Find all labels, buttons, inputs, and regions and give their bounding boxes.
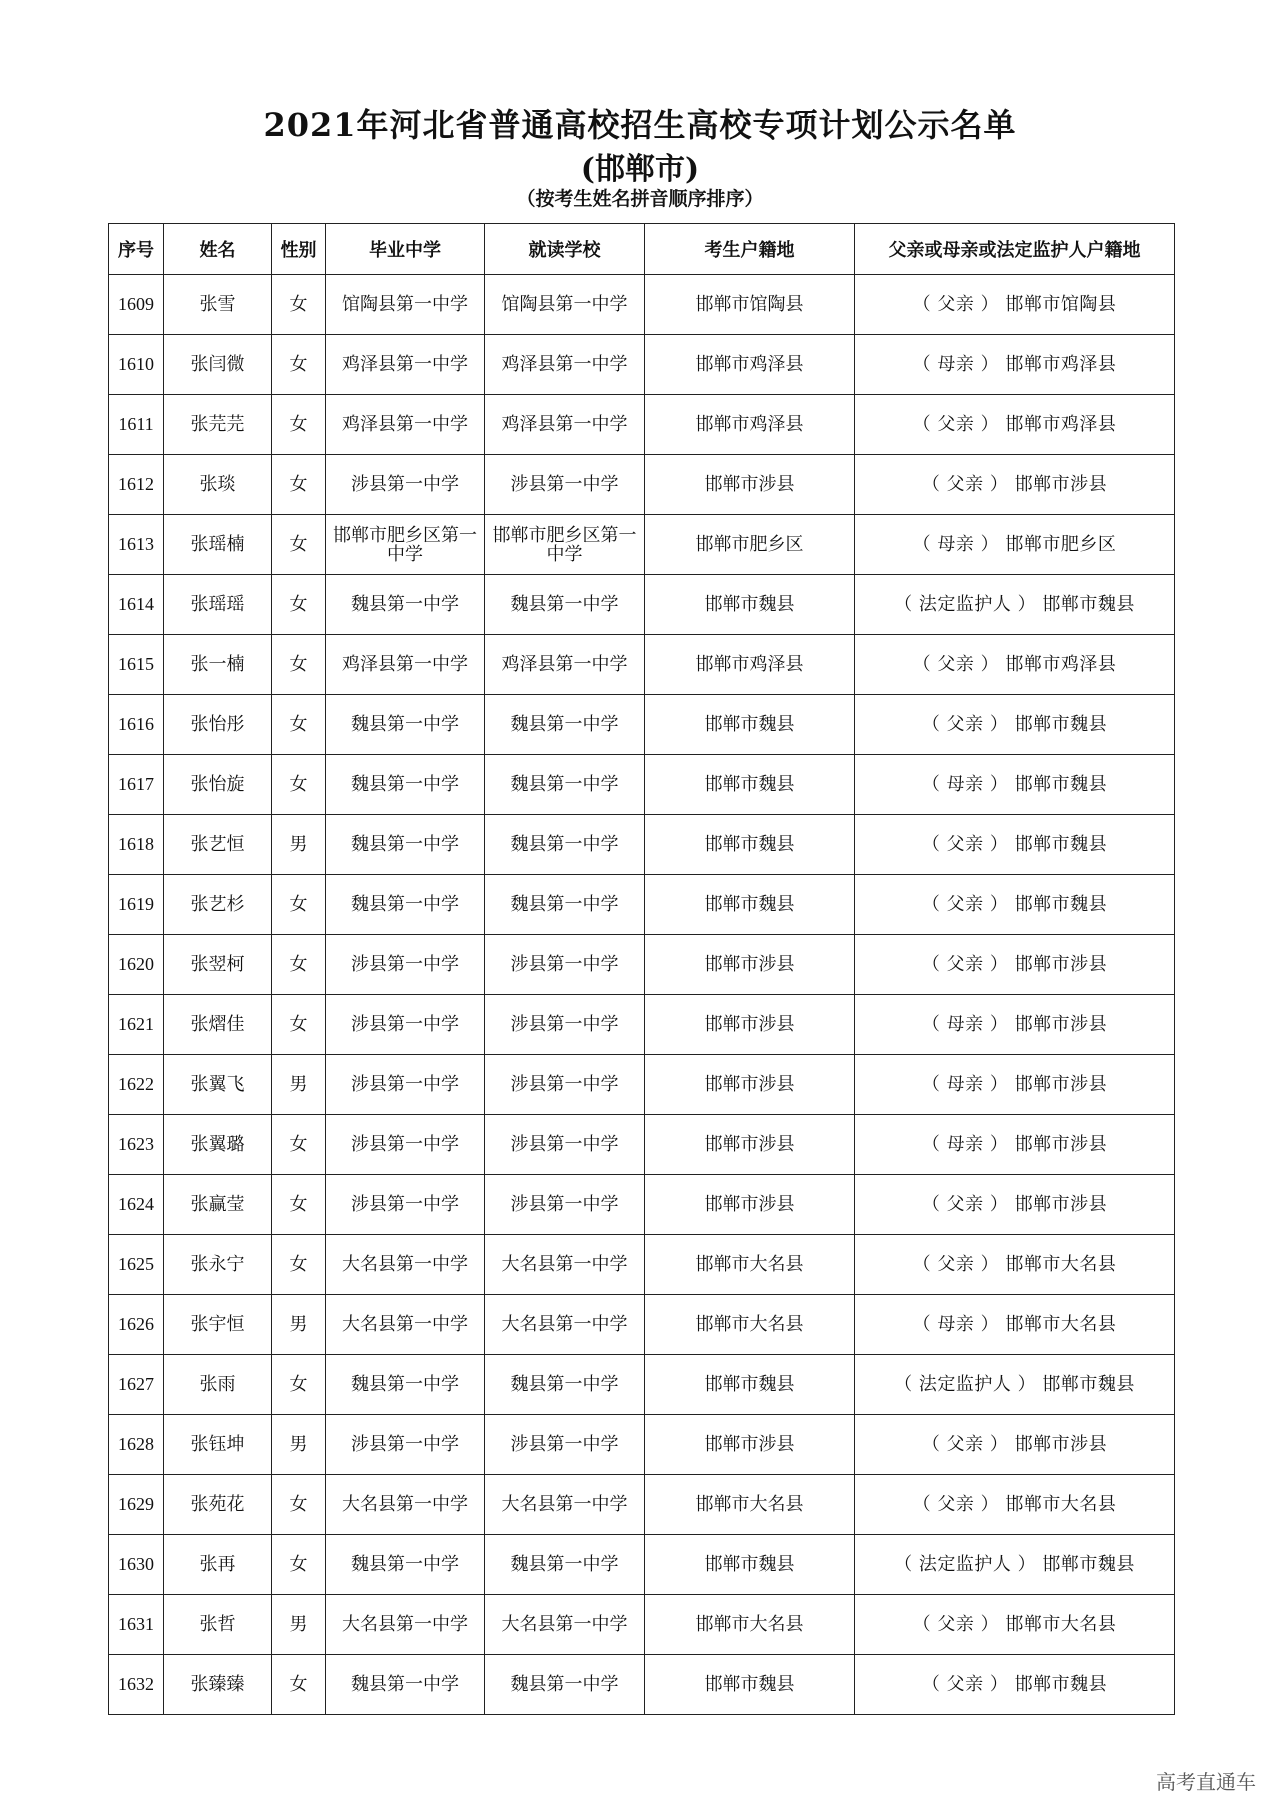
cell-seq: 1619 [109,875,164,935]
watermark: 高考直通车 [1156,1770,1256,1794]
cell-name: 张芫芫 [164,395,272,455]
table-row [109,755,1175,815]
cell-graduation-school: 涉县第一中学 [326,455,485,515]
cell-seq: 1614 [109,575,164,635]
cell-current-school: 大名县第一中学 [485,1295,645,1355]
cell-seq: 1623 [109,1115,164,1175]
cell-graduation-school: 魏县第一中学 [326,575,485,635]
cell-seq: 1617 [109,755,164,815]
table-row [109,335,1175,395]
table-header-row [109,224,1175,275]
table-row [109,1475,1175,1535]
table-row [109,875,1175,935]
cell-seq: 1621 [109,995,164,1055]
cell-gender: 女 [272,1355,326,1415]
cell-guardian-residence: （ 母亲 ） 邯郸市涉县 [855,995,1175,1055]
cell-seq: 1625 [109,1235,164,1295]
cell-student-residence: 邯郸市大名县 [645,1595,855,1655]
cell-guardian-residence: （ 父亲 ） 邯郸市魏县 [855,1655,1175,1715]
table-row [109,1595,1175,1655]
cell-guardian-residence: （ 母亲 ） 邯郸市鸡泽县 [855,335,1175,395]
cell-name: 张翌柯 [164,935,272,995]
cell-current-school: 涉县第一中学 [485,935,645,995]
cell-gender: 女 [272,755,326,815]
table-row [109,515,1175,575]
cell-name: 张苑花 [164,1475,272,1535]
cell-name: 张雨 [164,1355,272,1415]
header-gender: 性别 [272,224,326,275]
cell-guardian-residence: （ 母亲 ） 邯郸市肥乡区 [855,515,1175,575]
cell-student-residence: 邯郸市肥乡区 [645,515,855,575]
cell-current-school: 涉县第一中学 [485,1415,645,1475]
cell-guardian-residence: （ 母亲 ） 邯郸市涉县 [855,1115,1175,1175]
cell-gender: 女 [272,1235,326,1295]
cell-gender: 男 [272,1595,326,1655]
cell-name: 张闫微 [164,335,272,395]
cell-current-school: 鸡泽县第一中学 [485,335,645,395]
cell-graduation-school: 涉县第一中学 [326,935,485,995]
cell-graduation-school: 涉县第一中学 [326,1055,485,1115]
cell-gender: 女 [272,1535,326,1595]
cell-seq: 1616 [109,695,164,755]
cell-gender: 女 [272,1475,326,1535]
table-row [109,1115,1175,1175]
cell-current-school: 涉县第一中学 [485,995,645,1055]
cell-graduation-school: 魏县第一中学 [326,1655,485,1715]
cell-current-school: 魏县第一中学 [485,1655,645,1715]
cell-current-school: 魏县第一中学 [485,815,645,875]
cell-current-school: 邯郸市肥乡区第一中学 [485,515,645,575]
cell-current-school: 鸡泽县第一中学 [485,395,645,455]
cell-student-residence: 邯郸市魏县 [645,755,855,815]
cell-name: 张艺恒 [164,815,272,875]
cell-graduation-school: 魏县第一中学 [326,815,485,875]
cell-student-residence: 邯郸市魏县 [645,1355,855,1415]
header-current-school: 就读学校 [485,224,645,275]
cell-student-residence: 邯郸市涉县 [645,935,855,995]
table-row [109,575,1175,635]
cell-current-school: 馆陶县第一中学 [485,275,645,335]
cell-name: 张熠佳 [164,995,272,1055]
cell-gender: 女 [272,455,326,515]
cell-name: 张永宁 [164,1235,272,1295]
cell-student-residence: 邯郸市魏县 [645,815,855,875]
cell-gender: 女 [272,935,326,995]
cell-seq: 1618 [109,815,164,875]
cell-gender: 女 [272,635,326,695]
cell-student-residence: 邯郸市馆陶县 [645,275,855,335]
cell-guardian-residence: （ 父亲 ） 邯郸市鸡泽县 [855,395,1175,455]
cell-student-residence: 邯郸市涉县 [645,1175,855,1235]
cell-name: 张再 [164,1535,272,1595]
cell-graduation-school: 大名县第一中学 [326,1595,485,1655]
cell-guardian-residence: （ 母亲 ） 邯郸市涉县 [855,1055,1175,1115]
cell-gender: 女 [272,515,326,575]
cell-seq: 1628 [109,1415,164,1475]
sort-note: （按考生姓名拼音顺序排序） [516,188,764,210]
cell-name: 张赢莹 [164,1175,272,1235]
cell-student-residence: 邯郸市大名县 [645,1475,855,1535]
table-row [109,695,1175,755]
cell-graduation-school: 鸡泽县第一中学 [326,635,485,695]
cell-current-school: 大名县第一中学 [485,1475,645,1535]
cell-current-school: 魏县第一中学 [485,575,645,635]
cell-guardian-residence: （ 父亲 ） 邯郸市大名县 [855,1595,1175,1655]
cell-name: 张钰坤 [164,1415,272,1475]
cell-current-school: 大名县第一中学 [485,1235,645,1295]
table-row [109,275,1175,335]
cell-graduation-school: 魏县第一中学 [326,875,485,935]
cell-guardian-residence: （ 父亲 ） 邯郸市大名县 [855,1475,1175,1535]
table-row [109,1295,1175,1355]
cell-guardian-residence: （ 法定监护人 ） 邯郸市魏县 [855,1355,1175,1415]
cell-seq: 1611 [109,395,164,455]
cell-student-residence: 邯郸市魏县 [645,575,855,635]
cell-current-school: 魏县第一中学 [485,875,645,935]
cell-student-residence: 邯郸市鸡泽县 [645,335,855,395]
cell-seq: 1627 [109,1355,164,1415]
cell-gender: 女 [272,995,326,1055]
cell-guardian-residence: （ 法定监护人 ） 邯郸市魏县 [855,1535,1175,1595]
cell-graduation-school: 魏县第一中学 [326,1355,485,1415]
header-name: 姓名 [164,224,272,275]
cell-name: 张臻臻 [164,1655,272,1715]
cell-seq: 1632 [109,1655,164,1715]
cell-graduation-school: 涉县第一中学 [326,1175,485,1235]
cell-gender: 女 [272,1655,326,1715]
cell-graduation-school: 涉县第一中学 [326,995,485,1055]
cell-seq: 1629 [109,1475,164,1535]
cell-guardian-residence: （ 父亲 ） 邯郸市涉县 [855,1415,1175,1475]
cell-seq: 1626 [109,1295,164,1355]
cell-current-school: 魏县第一中学 [485,1355,645,1415]
cell-name: 张瑶瑶 [164,575,272,635]
cell-graduation-school: 邯郸市肥乡区第一中学 [326,515,485,575]
cell-student-residence: 邯郸市涉县 [645,1055,855,1115]
table-row [109,995,1175,1055]
cell-name: 张雪 [164,275,272,335]
cell-gender: 女 [272,695,326,755]
table-row [109,1655,1175,1715]
cell-student-residence: 邯郸市鸡泽县 [645,395,855,455]
cell-student-residence: 邯郸市鸡泽县 [645,635,855,695]
cell-current-school: 涉县第一中学 [485,1175,645,1235]
cell-name: 张怡彤 [164,695,272,755]
table-row [109,935,1175,995]
header-guardian-residence: 父亲或母亲或法定监护人户籍地 [855,224,1175,275]
cell-student-residence: 邯郸市魏县 [645,1655,855,1715]
cell-seq: 1631 [109,1595,164,1655]
cell-gender: 女 [272,275,326,335]
cell-name: 张哲 [164,1595,272,1655]
header-seq: 序号 [109,224,164,275]
cell-guardian-residence: （ 母亲 ） 邯郸市大名县 [855,1295,1175,1355]
cell-current-school: 魏县第一中学 [485,755,645,815]
cell-seq: 1615 [109,635,164,695]
table-body [109,275,1175,1715]
cell-current-school: 魏县第一中学 [485,695,645,755]
cell-name: 张翼飞 [164,1055,272,1115]
cell-student-residence: 邯郸市涉县 [645,455,855,515]
cell-name: 张瑶楠 [164,515,272,575]
roster-table [108,223,1175,1715]
table-row [109,635,1175,695]
document-subtitle: (邯郸市) [580,152,700,187]
cell-student-residence: 邯郸市魏县 [645,695,855,755]
cell-name: 张琰 [164,455,272,515]
cell-seq: 1612 [109,455,164,515]
table-row [109,395,1175,455]
cell-student-residence: 邯郸市涉县 [645,995,855,1055]
cell-gender: 女 [272,395,326,455]
cell-gender: 女 [272,335,326,395]
cell-name: 张艺杉 [164,875,272,935]
cell-guardian-residence: （ 父亲 ） 邯郸市魏县 [855,815,1175,875]
cell-graduation-school: 涉县第一中学 [326,1115,485,1175]
cell-gender: 女 [272,575,326,635]
cell-guardian-residence: （ 父亲 ） 邯郸市魏县 [855,875,1175,935]
cell-name: 张怡旋 [164,755,272,815]
cell-student-residence: 邯郸市魏县 [645,1535,855,1595]
cell-graduation-school: 馆陶县第一中学 [326,275,485,335]
cell-seq: 1613 [109,515,164,575]
cell-graduation-school: 大名县第一中学 [326,1475,485,1535]
cell-seq: 1624 [109,1175,164,1235]
cell-current-school: 涉县第一中学 [485,455,645,515]
cell-graduation-school: 大名县第一中学 [326,1295,485,1355]
cell-graduation-school: 魏县第一中学 [326,695,485,755]
cell-gender: 女 [272,875,326,935]
cell-guardian-residence: （ 父亲 ） 邯郸市涉县 [855,455,1175,515]
cell-gender: 女 [272,1175,326,1235]
table-row [109,1175,1175,1235]
cell-name: 张宇恒 [164,1295,272,1355]
cell-guardian-residence: （ 法定监护人 ） 邯郸市魏县 [855,575,1175,635]
cell-student-residence: 邯郸市大名县 [645,1235,855,1295]
cell-current-school: 魏县第一中学 [485,1535,645,1595]
cell-seq: 1622 [109,1055,164,1115]
table-row [109,1235,1175,1295]
document-title: 2021年河北省普通高校招生高校专项计划公示名单 [263,106,1017,144]
cell-gender: 女 [272,1115,326,1175]
cell-gender: 男 [272,1295,326,1355]
cell-current-school: 大名县第一中学 [485,1595,645,1655]
cell-graduation-school: 魏县第一中学 [326,755,485,815]
cell-gender: 男 [272,1415,326,1475]
cell-gender: 男 [272,815,326,875]
header-graduation-school: 毕业中学 [326,224,485,275]
cell-seq: 1609 [109,275,164,335]
cell-current-school: 涉县第一中学 [485,1055,645,1115]
cell-student-residence: 邯郸市魏县 [645,875,855,935]
cell-graduation-school: 大名县第一中学 [326,1235,485,1295]
table-row [109,1055,1175,1115]
cell-guardian-residence: （ 父亲 ） 邯郸市涉县 [855,1175,1175,1235]
cell-seq: 1620 [109,935,164,995]
cell-name: 张一楠 [164,635,272,695]
cell-name: 张翼璐 [164,1115,272,1175]
table-row [109,815,1175,875]
cell-guardian-residence: （ 父亲 ） 邯郸市涉县 [855,935,1175,995]
cell-seq: 1610 [109,335,164,395]
cell-graduation-school: 鸡泽县第一中学 [326,395,485,455]
table-row [109,1535,1175,1595]
table-row [109,455,1175,515]
cell-current-school: 涉县第一中学 [485,1115,645,1175]
cell-graduation-school: 涉县第一中学 [326,1415,485,1475]
cell-guardian-residence: （ 父亲 ） 邯郸市大名县 [855,1235,1175,1295]
cell-guardian-residence: （ 父亲 ） 邯郸市馆陶县 [855,275,1175,335]
cell-graduation-school: 魏县第一中学 [326,1535,485,1595]
cell-student-residence: 邯郸市涉县 [645,1115,855,1175]
cell-guardian-residence: （ 父亲 ） 邯郸市魏县 [855,695,1175,755]
table-row [109,1355,1175,1415]
header-student-residence: 考生户籍地 [645,224,855,275]
cell-student-residence: 邯郸市大名县 [645,1295,855,1355]
cell-seq: 1630 [109,1535,164,1595]
cell-gender: 男 [272,1055,326,1115]
cell-student-residence: 邯郸市涉县 [645,1415,855,1475]
cell-graduation-school: 鸡泽县第一中学 [326,335,485,395]
cell-guardian-residence: （ 母亲 ） 邯郸市魏县 [855,755,1175,815]
cell-current-school: 鸡泽县第一中学 [485,635,645,695]
table-row [109,1415,1175,1475]
cell-guardian-residence: （ 父亲 ） 邯郸市鸡泽县 [855,635,1175,695]
